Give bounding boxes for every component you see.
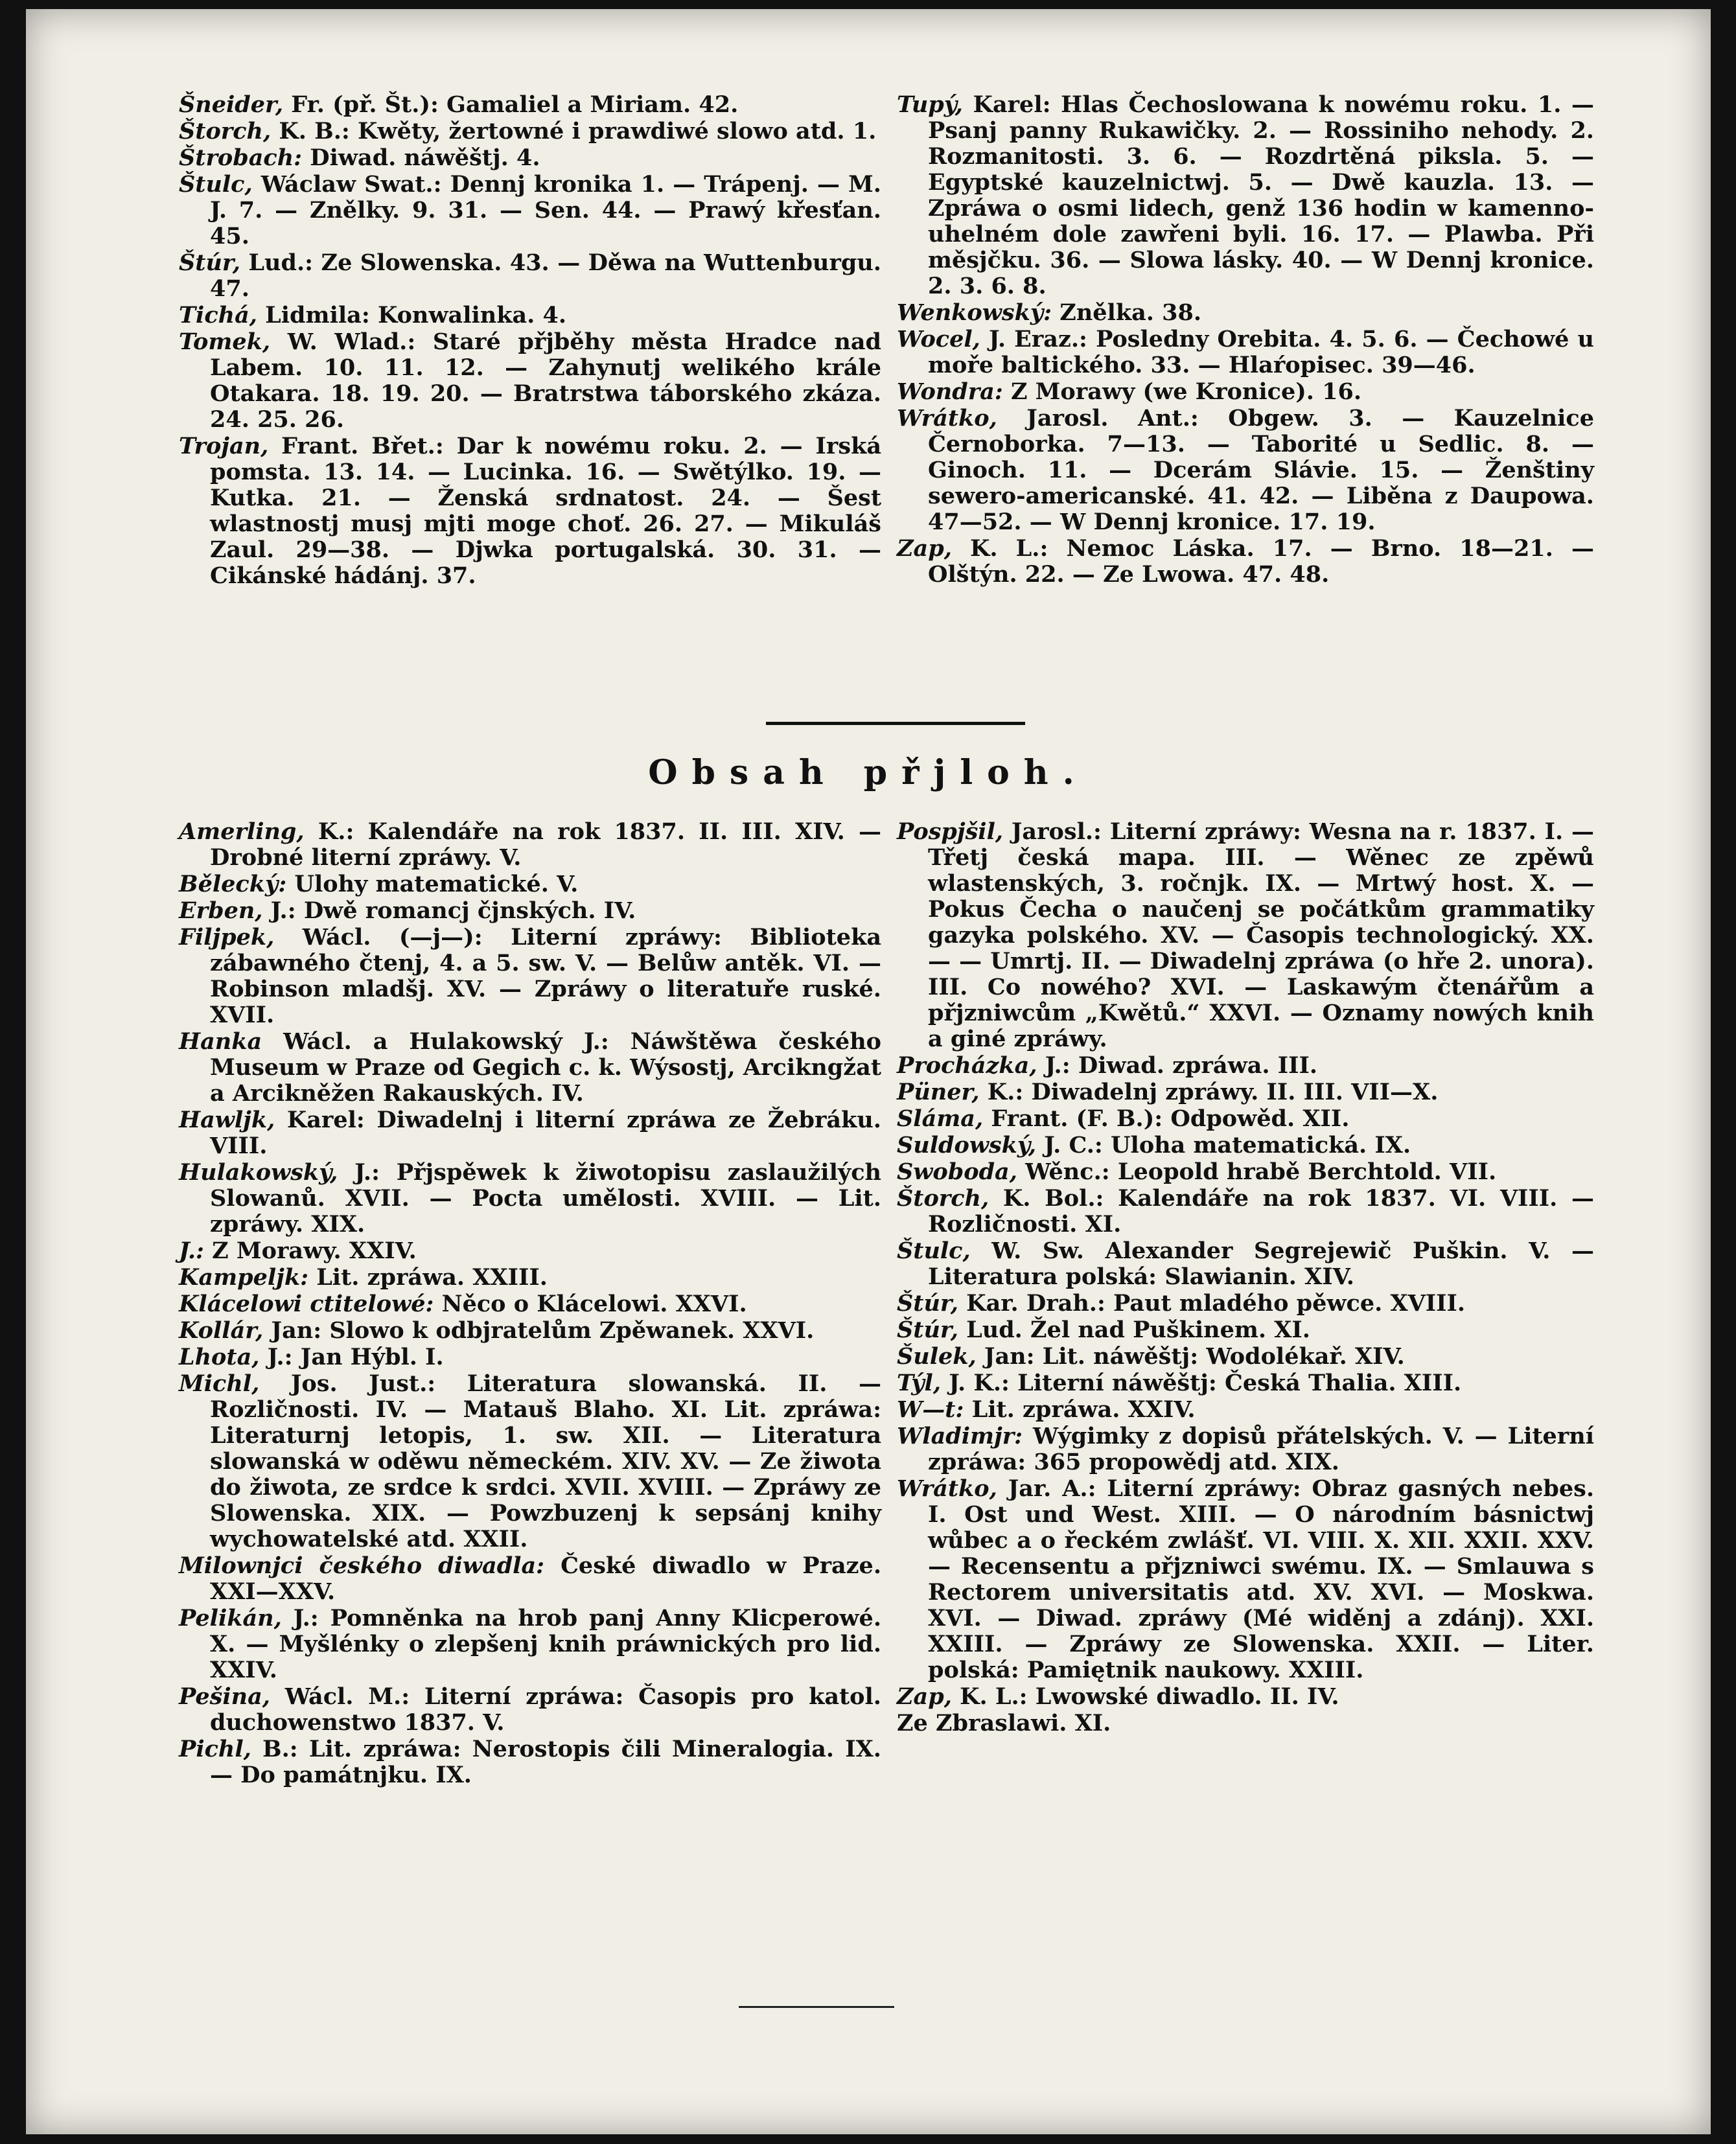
entry-text: Jan: Lit. náwěštj: Wodolékař. XIV. [976,1343,1405,1370]
entry-text: Wácl. M.: Literní zpráwa: Časopis pro katol. duchowenstwo 1837. V. [210,1683,881,1736]
index-entry [179,1318,881,1344]
index-column-bottom-right [897,819,1594,1737]
index-entry [179,119,881,144]
entry-text: K.: Diwadelnj zpráwy. II. III. VII—X. [979,1079,1439,1105]
index-entry [179,1684,881,1736]
entry-text: Lidmila: Konwalinka. 4. [257,302,567,329]
author-name: Štrobach: [179,144,303,171]
entry-text: Karel: Hlas Čechoslowana k nowému roku. 1. — Psanj panny Rukawičky. 2. — Rossiniho nehody. 2. Rozmanitosti. 3. 6. — Rozdrtěná piksla. 5. — Egyptské kauzelnictwj. 5. — Dwě kauzla. 13. — Zpráwa o osmi lidech, genž 136 hodin w kamenno-uhelném dole zawřeni byli. 16. 17. — Plawba. Při měsjčku. 36. — Slowa lásky. 40. — W Dennj kronice. 2. 3. 6. 8. [928,91,1594,299]
entry-text: Fr. (př. Št.): Gamaliel a Miriam. 42. [283,91,739,118]
author-name: Tomek, [179,329,271,355]
index-entry [179,898,881,924]
index-entry [179,92,881,118]
author-name: Tupý, [897,91,963,118]
author-name: Hawljk, [179,1107,275,1133]
index-entry [897,1711,1594,1736]
entry-text: K. L.: Nemoc Láska. 17. — Brno. 18—21. — Olštýn. 22. — Ze Lwowa. 47. 48. [928,535,1594,588]
index-entry [897,1370,1594,1396]
index-entry [179,1344,881,1370]
author-name: Kollár, [179,1317,264,1344]
entry-text: Znělka. 38. [1052,299,1202,326]
author-name: Šneider, [179,91,284,118]
entry-text: Lud. Žel nad Puškinem. XI. [958,1317,1310,1343]
index-entry [179,1736,881,1788]
author-name: Štúr, [179,249,240,276]
index-column-top-right [897,92,1594,588]
entry-text: Frant. Břet.: Dar k nowému roku. 2. — Irská pomsta. 13. 14. — Lucinka. 16. — Swětýlko. 19. — Kutka. 21. — Ženská srdnatost. 24. — Šest wlastnostj musj mjti moge choť. 26. 27. — Mikuláš Zaul. 29—38. — Djwka portugalská. 30. 31. — Cikánské hádánj. 37. [210,433,881,589]
author-name: Amerling, [179,818,305,845]
entry-text: J.: Dwě romancj čjnských. IV. [262,897,636,924]
index-entry [897,300,1594,326]
author-name: Michl, [179,1370,260,1397]
index-entry [179,433,881,589]
index-entry [179,1160,881,1238]
entry-text: České diwadlo w Praze. XXI—XXV. [210,1552,882,1605]
author-name: Hanka [179,1028,262,1055]
entry-text: Jarosl.: Literní zpráwy: Wesna na r. 1837. I. — Třetj česká mapa. III. — Wěnec ze zpěwů wlastenských, 3. ročnjk. IX. — Mrtwý host. X. — Pokus Čecha o naučenj se počátkům grammatiky gazyka polského. XV. — Časopis technologický. XX. — — Umrtj. II. — Diwadelnj zpráwa (o hře 2. unora). III. Co nowého? XVI. — Laskawým čtenářům a přjzniwcům „Kwětů.“ XXVI. — Oznamy nowých knih a giné zpráwy. [928,818,1594,1052]
index-entry [897,1476,1594,1683]
index-entry [179,1553,881,1605]
index-entry [179,925,881,1028]
index-entry [179,172,881,249]
entry-text: W. Sw. Alexander Segrejewič Puškin. V. — Literatura polská: Slawianin. XIV. [928,1238,1594,1290]
author-name: Procházka, [897,1052,1037,1079]
index-entry [897,1344,1594,1370]
index-column-bottom-left [179,819,881,1789]
index-entry [897,1238,1594,1290]
entry-text: W. Wlad.: Staré přjběhy města Hradce nad Labem. 10. 11. 12. — Zahynutj welikého krále Otakara. 18. 19. 20. — Bratrstwa táborského zkáza. 24. 25. 26. [210,329,881,433]
index-entry [179,819,881,871]
index-entry [179,250,881,302]
entry-text: Wýgimky z dopisů přátelských. V. — Literní zpráwa: 365 propowědj atd. XIX. [928,1423,1594,1475]
entry-text: K. L.: Lwowské diwadlo. II. IV. [951,1683,1339,1710]
index-entry [179,1606,881,1683]
author-name: Suldowský, [897,1132,1037,1158]
author-name: Pelikán, [179,1605,282,1631]
author-name: Trojan, [179,433,269,459]
author-name: Klácelowi ctitelowé: [179,1291,434,1317]
document-page [26,9,1711,2134]
index-entry [179,329,881,433]
entry-text: Wáclaw Swat.: Dennj kronika 1. — Trápenj. — M. J. 7. — Znělky. 9. 31. — Sen. 44. — Prawý křesťan. 45. [210,171,881,249]
entry-text: Lit. zpráwa. XXIII. [308,1264,548,1291]
entry-text: Lit. zpráwa. XXIV. [964,1396,1196,1423]
index-entry [897,327,1594,378]
author-name: Lhota, [179,1344,260,1370]
index-entry [179,1029,881,1107]
index-entry [179,145,881,171]
author-name: Milownjci českého diwadla: [179,1552,545,1579]
index-entry [897,406,1594,535]
author-name: Kampeljk: [179,1264,309,1291]
index-entry [897,92,1594,299]
author-name: Štulc, [179,171,253,198]
index-entry [897,1424,1594,1475]
entry-text: Wácl. a Hulakowský J.: Náwštěwa českého Museum w Praze od Gegich c. k. Wýsostj, Arcikngžat a Arcikněžen Rakauských. IV. [210,1028,882,1107]
author-name: Sláma, [897,1105,984,1132]
author-name: Wladimjr: [897,1423,1023,1449]
author-name: Püner, [897,1079,980,1105]
index-entry [897,1079,1594,1105]
entry-text: Kar. Drah.: Paut mladého pěwce. XVIII. [958,1290,1466,1317]
author-name: Zap, [897,535,952,562]
entry-text: J.: Diwad. zpráwa. III. [1037,1052,1318,1079]
index-entry [897,1684,1594,1710]
index-entry [897,1317,1594,1343]
entry-text: Jan: Slowo k odbjratelům Zpěwanek. XXVI. [263,1317,815,1344]
entry-text: B.: Lit. zpráwa: Nerostopis čili Mineralogia. IX. — Do památnjku. IX. [210,1736,881,1788]
author-name: Wondra: [897,378,1003,405]
author-name: Wocel, [897,326,980,352]
entry-text: J.: Jan Hýbl. I. [259,1344,444,1370]
index-entry [897,536,1594,588]
entry-text: Jarosl. Ant.: Obgew. 3. — Kauzelnice Černoborka. 7—13. — Taborité u Sedlic. 8. — Ginoch. 11. — Dcerám Slávie. 15. — Ženštiny sewero-americanské. 41. 42. — Liběna z Daupowa. 47—52. — W Dennj kronice. 17. 19. [928,405,1594,535]
entry-text: Frant. (F. B.): Odpowěd. XII. [983,1105,1350,1132]
entry-text: Wěnc.: Leopold hrabě Berchtold. VII. [1017,1158,1497,1185]
author-name: W—t: [897,1396,964,1423]
author-name: Swoboda, [897,1158,1017,1185]
author-name: Bělecký: [179,871,287,897]
index-entry [897,379,1594,405]
entry-text: Ulohy matematické. V. [286,871,579,897]
author-name: Štorch, [179,118,272,144]
entry-text: J. Eraz.: Posledny Orebita. 4. 5. 6. — Čechowé u moře baltického. 33. — Hlaŕopisec. 39—46. [928,326,1594,378]
author-name: Štorch, [897,1185,990,1212]
index-entry [897,819,1594,1052]
section-divider [766,722,1025,725]
author-name: Wenkowský: [897,299,1052,326]
author-name: Filjpek, [179,924,275,951]
index-column-top-left [179,92,881,590]
index-entry [179,1371,881,1552]
author-name: Pešina, [179,1683,270,1710]
author-name: Štúr, [897,1317,958,1343]
entry-text: K. Bol.: Kalendáře na rok 1837. VI. VIII. — Rozličnosti. XI. [928,1185,1594,1238]
author-name: Wrátko, [897,405,997,432]
index-entry [179,871,881,897]
entry-text: J.: Pomněnka na hrob panj Anny Klicperowé. X. — Myšlénky o zlepšenj knih práwnických pro lid. XXIV. [210,1605,881,1683]
entry-text: Ze Zbraslawi. XI. [897,1710,1111,1736]
index-entry [179,1291,881,1317]
author-name: J.: [179,1238,204,1264]
index-entry [897,1397,1594,1423]
index-entry [179,1265,881,1291]
entry-text: Karel: Diwadelnj i literní zpráwa ze Žebráku. VIII. [210,1107,881,1159]
index-entry [897,1291,1594,1317]
author-name: Štúr, [897,1290,958,1317]
entry-text: J.: Přjspěwek k žiwotopisu zaslaužilých Slowanů. XVII. — Pocta umělosti. XVIII. — Lit. zpráwy. XIX. [210,1159,881,1238]
author-name: Týl, [897,1370,942,1396]
author-name: Šulek, [897,1343,977,1370]
author-name: Erben, [179,897,263,924]
entry-text: Z Morawy. XXIV. [203,1238,417,1264]
author-name: Pichl, [179,1736,251,1762]
entry-text: K. B.: Kwěty, žertowné i prawdiwé slowo atd. 1. [271,118,877,144]
entry-text: Jar. A.: Literní zpráwy: Obraz gasných nebes. I. Ost und West. XIII. — O národním básnictwj wůbec a o řeckém zwlášť. VI. VIII. X. XII. XXII. XXV. — Recensentu a přjzniwci swému. IX. — Smlauwa s Rectorem universitatis atd. XV. XVI. — Moskwa. XVI. — Diwad. zpráwy (Mé widěnj a zdánj). XXI. XXIII. — Zpráwy ze Slowenska. XXII. — Liter. polská: Pamiętnik naukowy. XXIII. [928,1475,1594,1683]
section-title: Obsah přjloh. [648,753,1089,792]
author-name: Pospjšil, [897,818,1004,845]
author-name: Wrátko, [897,1475,997,1502]
entry-text: Lud.: Ze Slowenska. 43. — Děwa na Wuttenburgu. 47. [210,249,881,302]
entry-text: J. C.: Uloha matematická. IX. [1036,1132,1411,1158]
index-entry [179,1238,881,1264]
index-entry [179,303,881,329]
entry-text: Jos. Just.: Literatura slowanská. II. — Rozličnosti. IV. — Matauš Blaho. XI. Lit. zpráwa: Literaturnj letopis, 1. sw. XII. — Literatura slowanská w oděwu německém. XIV. XV. — Ze žiwota do žiwota, ze srdce k srdci. XVII. XVIII. — Zpráwy ze Slowenska. XIX. — Powzbuzenj k sepsánj knihy wychowatelské atd. XXII. [210,1370,881,1552]
index-entry [179,1107,881,1159]
author-name: Tichá, [179,302,257,329]
entry-text: Něco o Klácelowi. XXVI. [434,1291,747,1317]
entry-text: K.: Kalendáře na rok 1837. II. III. XIV. — Drobné literní zpráwy. V. [210,818,881,871]
entry-text: J. K.: Literní náwěštj: Česká Thalia. XIII. [941,1370,1462,1396]
author-name: Štulc, [897,1238,971,1264]
entry-text: Z Morawy (we Kronice). 16. [1002,378,1362,405]
index-entry [897,1186,1594,1238]
index-entry [897,1133,1594,1158]
author-name: Zap, [897,1683,952,1710]
index-entry [897,1053,1594,1079]
index-entry [897,1106,1594,1132]
entry-text: Wácl. (—j—): Literní zpráwy: Biblioteka zábawného čtenj, 4. a 5. sw. V. — Belůw antěk. VI. — Robinson mladšj. XV. — Zpráwy o literatuře ruské. XVII. [210,924,881,1028]
index-entry [897,1159,1594,1185]
end-rule [739,2006,894,2008]
author-name: Hulakowský, [179,1159,338,1186]
entry-text: Diwad. náwěštj. 4. [302,144,540,171]
